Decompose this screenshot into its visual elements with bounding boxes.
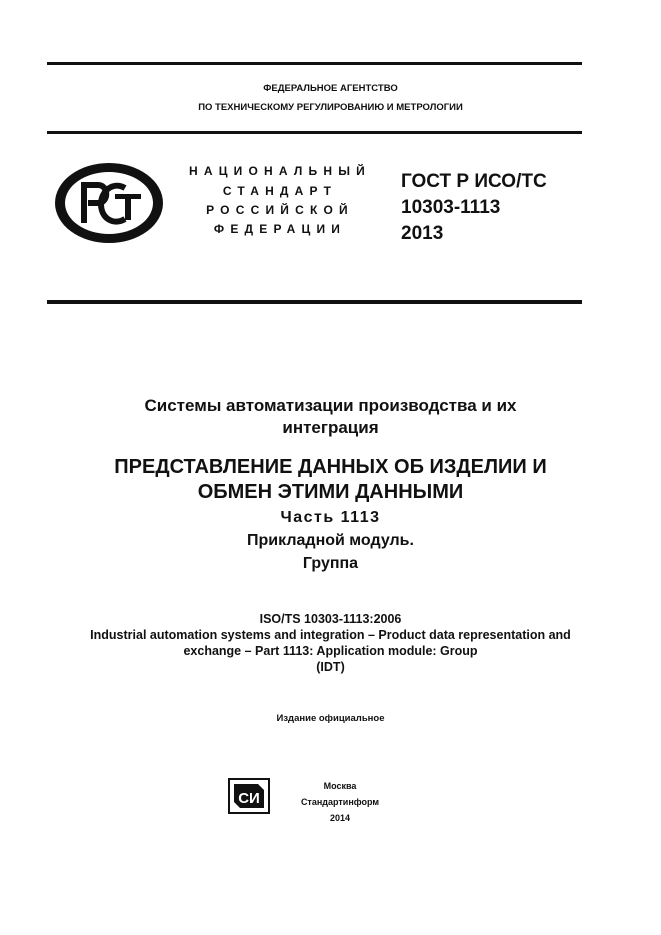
publisher-city: Москва bbox=[323, 781, 357, 791]
main-title-line-1: ПРЕДСТАВЛЕНИЕ ДАННЫХ ОБ ИЗДЕЛИИ И bbox=[114, 456, 547, 478]
standard-code-line-3: 2013 bbox=[401, 223, 444, 244]
standard-code-line-1: ГОСТ Р ИСО/ТС bbox=[401, 171, 547, 192]
agency-bottom-rule bbox=[47, 131, 582, 134]
iso-english-title-line-1: Industrial automation systems and integration – Product data representation and bbox=[90, 628, 571, 642]
part-title: Часть 1113 bbox=[280, 509, 381, 526]
module-title-line-1: Прикладной модуль. bbox=[247, 532, 414, 549]
system-title-line-2: интеграция bbox=[282, 418, 379, 437]
system-title-line-1: Системы автоматизации производства и их bbox=[144, 396, 517, 415]
national-line-4: ФЕДЕРАЦИИ bbox=[213, 222, 347, 236]
edition-label: Издание официальное bbox=[276, 713, 385, 724]
publication-year: 2014 bbox=[329, 813, 351, 823]
agency-line-1: ФЕДЕРАЛЬНОЕ АГЕНТСТВО bbox=[263, 83, 398, 94]
national-line-2: СТАНДАРТ bbox=[222, 184, 338, 198]
iso-idt: (IDT) bbox=[316, 660, 345, 674]
national-line-1: НАЦИОНАЛЬНЫЙ bbox=[188, 164, 372, 178]
top-rule bbox=[47, 62, 582, 65]
svg-text:СИ: СИ bbox=[238, 790, 260, 807]
iso-reference: ISO/TS 10303-1113:2006 bbox=[259, 612, 402, 626]
iso-english-title-line-2: exchange – Part 1113: Application module: Group bbox=[183, 644, 478, 658]
standard-code-line-2: 10303-1113 bbox=[401, 197, 501, 218]
main-title-line-2: ОБМЕН ЭТИМИ ДАННЫМИ bbox=[197, 481, 464, 503]
module-title-line-2: Группа bbox=[302, 555, 359, 572]
publisher-name: Стандартинформ bbox=[300, 797, 380, 807]
standartinform-logo bbox=[228, 778, 270, 814]
header-bottom-rule bbox=[47, 300, 582, 304]
agency-line-2: ПО ТЕХНИЧЕСКОМУ РЕГУЛИРОВАНИЮ И МЕТРОЛОГИИ bbox=[198, 102, 463, 113]
national-line-3: РОССИЙСКОЙ bbox=[206, 203, 354, 217]
gost-r-logo bbox=[53, 161, 165, 245]
